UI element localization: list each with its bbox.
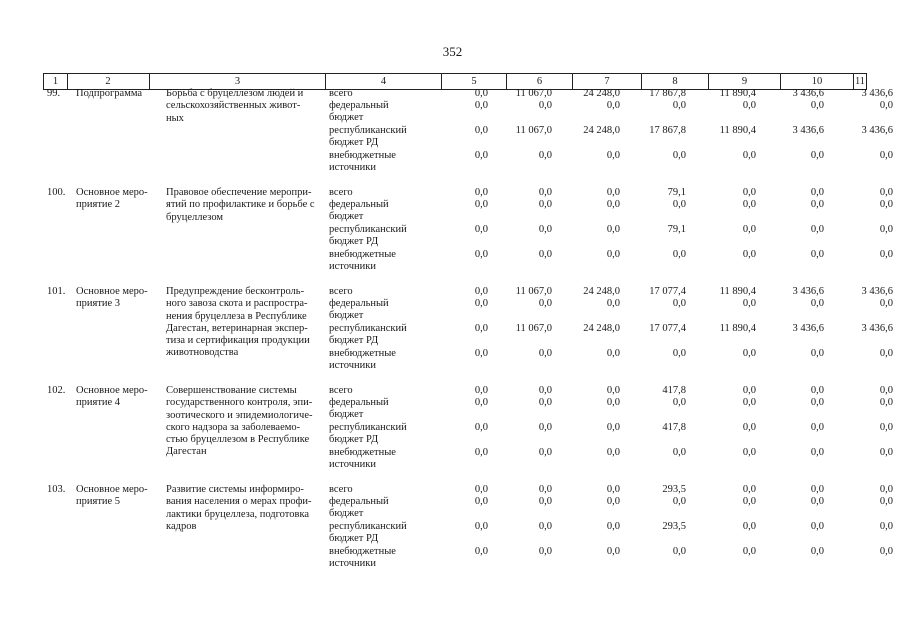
value-col-7: 24 248,0 bbox=[583, 125, 620, 136]
value-col-8: 0,0 bbox=[672, 397, 686, 408]
funding-source-line: бюджет РД bbox=[329, 137, 379, 148]
funding-line bbox=[0, 224, 905, 249]
value-col-5: 0,0 bbox=[474, 496, 488, 507]
row-number: 99. bbox=[47, 88, 61, 99]
funding-source bbox=[329, 323, 449, 347]
value-col-8: 79,1 bbox=[667, 187, 686, 198]
value-col-11: 0,0 bbox=[879, 422, 893, 433]
row-type-line: Подпрограмма bbox=[76, 88, 143, 99]
funding-source bbox=[329, 496, 449, 520]
funding-source-line: бюджет РД bbox=[329, 335, 379, 346]
row-description-line: ского надзора за заболеваемо- bbox=[166, 421, 301, 433]
funding-source-line: внебюджетные bbox=[329, 150, 396, 161]
row-description-line: Совершенствование системы bbox=[166, 385, 297, 396]
value-col-10: 0,0 bbox=[810, 385, 824, 396]
value-col-11: 0,0 bbox=[879, 150, 893, 161]
funding-source bbox=[329, 150, 449, 174]
row-description-line: ных bbox=[166, 112, 184, 124]
value-col-6: 0,0 bbox=[538, 447, 552, 458]
row-description-line: ного завоза скота и распростра- bbox=[166, 298, 308, 310]
value-col-9: 11 890,4 bbox=[719, 88, 756, 99]
funding-source-line: федеральный bbox=[329, 298, 389, 309]
value-col-8: 79,1 bbox=[667, 224, 686, 235]
funding-source-line: бюджет РД bbox=[329, 236, 379, 247]
funding-source bbox=[329, 88, 449, 100]
row-type-line: Основное меро- bbox=[76, 484, 148, 495]
value-col-6: 0,0 bbox=[538, 397, 552, 408]
value-col-8: 0,0 bbox=[672, 199, 686, 210]
funding-line bbox=[0, 496, 905, 521]
value-col-9: 0,0 bbox=[742, 348, 756, 359]
header-cell-9: 9 bbox=[709, 74, 781, 89]
value-col-8: 0,0 bbox=[672, 100, 686, 111]
row-type-line: Основное меро- bbox=[76, 286, 148, 297]
value-col-10: 0,0 bbox=[810, 150, 824, 161]
funding-source-line: федеральный bbox=[329, 496, 389, 507]
value-col-8: 17 867,8 bbox=[649, 88, 686, 99]
value-col-6: 0,0 bbox=[538, 224, 552, 235]
value-col-6: 11 067,0 bbox=[515, 286, 552, 297]
value-col-5: 0,0 bbox=[474, 125, 488, 136]
row-type-line: Основное меро- bbox=[76, 187, 148, 198]
funding-source-line: внебюджетные bbox=[329, 348, 396, 359]
row-description-line: ятий по профилактике и борьбе с bbox=[166, 199, 315, 211]
funding-source-line: бюджет РД bbox=[329, 434, 379, 445]
funding-source-line: бюджет bbox=[329, 211, 364, 222]
funding-source-line: республиканский bbox=[329, 323, 407, 334]
value-col-9: 0,0 bbox=[742, 521, 756, 532]
value-col-7: 0,0 bbox=[606, 249, 620, 260]
value-col-10: 3 436,6 bbox=[792, 125, 824, 136]
value-col-10: 0,0 bbox=[810, 546, 824, 557]
header-cell-5: 5 bbox=[442, 74, 507, 89]
value-col-9: 0,0 bbox=[742, 187, 756, 198]
value-col-8: 0,0 bbox=[672, 496, 686, 507]
funding-line bbox=[0, 546, 905, 571]
value-col-5: 0,0 bbox=[474, 521, 488, 532]
row-description-line: лактики бруцеллеза, подготовка bbox=[166, 508, 310, 520]
page-number: 352 bbox=[442, 44, 463, 59]
funding-source-line: бюджет bbox=[329, 310, 364, 321]
row-description-line: стью бруцеллезом в Республике bbox=[166, 434, 310, 446]
value-col-6: 0,0 bbox=[538, 249, 552, 260]
value-col-8: 293,5 bbox=[662, 521, 686, 532]
value-col-10: 0,0 bbox=[810, 187, 824, 198]
funding-line bbox=[0, 447, 905, 472]
value-col-8: 0,0 bbox=[672, 447, 686, 458]
value-col-7: 0,0 bbox=[606, 496, 620, 507]
row-type-line: приятие 4 bbox=[76, 397, 121, 408]
value-col-11: 3 436,6 bbox=[861, 323, 893, 334]
value-col-10: 3 436,6 bbox=[792, 286, 824, 297]
value-col-9: 0,0 bbox=[742, 484, 756, 495]
row-description-line: Дагестан bbox=[166, 446, 207, 458]
value-col-8: 417,8 bbox=[662, 385, 686, 396]
header-cell-6: 6 bbox=[507, 74, 573, 89]
row-number: 102. bbox=[47, 385, 66, 396]
funding-source-line: внебюджетные bbox=[329, 447, 396, 458]
value-col-5: 0,0 bbox=[474, 298, 488, 309]
funding-line bbox=[0, 298, 905, 323]
value-col-8: 17 077,4 bbox=[649, 323, 686, 334]
row-number: 103. bbox=[47, 484, 66, 495]
header-cell-10: 10 bbox=[781, 74, 854, 89]
value-col-10: 0,0 bbox=[810, 224, 824, 235]
value-col-11: 0,0 bbox=[879, 447, 893, 458]
value-col-8: 17 077,4 bbox=[649, 286, 686, 297]
value-col-8: 293,5 bbox=[662, 484, 686, 495]
value-col-7: 0,0 bbox=[606, 546, 620, 557]
value-col-6: 11 067,0 bbox=[515, 125, 552, 136]
value-col-6: 0,0 bbox=[538, 298, 552, 309]
value-col-8: 0,0 bbox=[672, 150, 686, 161]
value-col-11: 0,0 bbox=[879, 484, 893, 495]
row-description-line: Предупреждение бесконтроль- bbox=[166, 286, 305, 297]
row-description-line: Борьба с бруцеллезом людей и bbox=[166, 88, 304, 99]
funding-source-line: бюджет bbox=[329, 409, 364, 420]
funding-source bbox=[329, 546, 449, 570]
value-col-6: 11 067,0 bbox=[515, 88, 552, 99]
funding-source-line: республиканский bbox=[329, 521, 407, 532]
value-col-8: 0,0 bbox=[672, 249, 686, 260]
funding-line bbox=[0, 125, 905, 150]
value-col-10: 0,0 bbox=[810, 422, 824, 433]
value-col-6: 11 067,0 bbox=[515, 323, 552, 334]
value-col-11: 0,0 bbox=[879, 521, 893, 532]
funding-source-line: федеральный bbox=[329, 100, 389, 111]
value-col-7: 0,0 bbox=[606, 348, 620, 359]
value-col-11: 0,0 bbox=[879, 298, 893, 309]
value-col-10: 0,0 bbox=[810, 249, 824, 260]
value-col-5: 0,0 bbox=[474, 187, 488, 198]
funding-line bbox=[0, 348, 905, 373]
value-col-11: 0,0 bbox=[879, 199, 893, 210]
value-col-6: 0,0 bbox=[538, 385, 552, 396]
value-col-6: 0,0 bbox=[538, 496, 552, 507]
value-col-5: 0,0 bbox=[474, 286, 488, 297]
value-col-11: 3 436,6 bbox=[861, 125, 893, 136]
funding-source-line: источники bbox=[329, 558, 376, 569]
value-col-9: 11 890,4 bbox=[719, 323, 756, 334]
value-col-9: 0,0 bbox=[742, 546, 756, 557]
value-col-8: 0,0 bbox=[672, 546, 686, 557]
value-col-7: 0,0 bbox=[606, 100, 620, 111]
funding-source bbox=[329, 298, 449, 322]
value-col-7: 0,0 bbox=[606, 422, 620, 433]
value-col-11: 0,0 bbox=[879, 100, 893, 111]
funding-source bbox=[329, 224, 449, 248]
value-col-7: 0,0 bbox=[606, 199, 620, 210]
funding-source-line: источники bbox=[329, 459, 376, 470]
value-col-9: 0,0 bbox=[742, 397, 756, 408]
funding-source bbox=[329, 125, 449, 149]
funding-source-line: бюджет bbox=[329, 112, 364, 123]
header-cell-2: 2 bbox=[67, 74, 150, 89]
value-col-9: 0,0 bbox=[742, 150, 756, 161]
funding-source bbox=[329, 100, 449, 124]
row-description-line: государственного контроля, эпи- bbox=[166, 397, 313, 409]
funding-source-line: всего bbox=[329, 187, 353, 198]
row-type-line: приятие 5 bbox=[76, 496, 121, 507]
value-col-9: 0,0 bbox=[742, 447, 756, 458]
header-cell-1: 1 bbox=[43, 74, 68, 89]
header-cell-11: 11 bbox=[854, 76, 866, 87]
value-col-5: 0,0 bbox=[474, 150, 488, 161]
funding-source-line: республиканский bbox=[329, 422, 407, 433]
value-col-6: 0,0 bbox=[538, 150, 552, 161]
funding-source-line: бюджет РД bbox=[329, 533, 379, 544]
value-col-8: 417,8 bbox=[662, 422, 686, 433]
row-description-line: нения бруцеллеза в Республике bbox=[166, 310, 307, 322]
value-col-6: 0,0 bbox=[538, 348, 552, 359]
value-col-9: 0,0 bbox=[742, 496, 756, 507]
value-col-10: 3 436,6 bbox=[792, 88, 824, 99]
row-description-line: зоотического и эпидемиологиче- bbox=[166, 409, 313, 421]
funding-source-line: источники bbox=[329, 261, 376, 272]
funding-source bbox=[329, 385, 449, 397]
value-col-10: 0,0 bbox=[810, 496, 824, 507]
value-col-10: 0,0 bbox=[810, 348, 824, 359]
value-col-11: 0,0 bbox=[879, 385, 893, 396]
funding-line bbox=[0, 100, 905, 125]
value-col-5: 0,0 bbox=[474, 224, 488, 235]
value-col-11: 0,0 bbox=[879, 496, 893, 507]
row-number: 100. bbox=[47, 187, 66, 198]
value-col-7: 0,0 bbox=[606, 298, 620, 309]
value-col-6: 0,0 bbox=[538, 546, 552, 557]
funding-source-line: источники bbox=[329, 162, 376, 173]
value-col-9: 0,0 bbox=[742, 224, 756, 235]
value-col-6: 0,0 bbox=[538, 422, 552, 433]
value-col-9: 11 890,4 bbox=[719, 286, 756, 297]
value-col-11: 0,0 bbox=[879, 249, 893, 260]
funding-source bbox=[329, 521, 449, 545]
value-col-9: 0,0 bbox=[742, 298, 756, 309]
funding-source-line: федеральный bbox=[329, 397, 389, 408]
header-cell-7: 7 bbox=[573, 74, 642, 89]
funding-source bbox=[329, 397, 449, 421]
value-col-7: 0,0 bbox=[606, 385, 620, 396]
value-col-11: 3 436,6 bbox=[861, 286, 893, 297]
value-col-7: 0,0 bbox=[606, 187, 620, 198]
value-col-5: 0,0 bbox=[474, 546, 488, 557]
funding-source-line: бюджет bbox=[329, 508, 364, 519]
value-col-11: 3 436,6 bbox=[861, 88, 893, 99]
value-col-5: 0,0 bbox=[474, 100, 488, 111]
value-col-7: 24 248,0 bbox=[583, 286, 620, 297]
value-col-8: 17 867,8 bbox=[649, 125, 686, 136]
funding-source-line: всего bbox=[329, 385, 353, 396]
row-number: 101. bbox=[47, 286, 66, 297]
value-col-9: 0,0 bbox=[742, 100, 756, 111]
value-col-6: 0,0 bbox=[538, 100, 552, 111]
header-cell-3: 3 bbox=[150, 74, 326, 89]
value-col-5: 0,0 bbox=[474, 385, 488, 396]
funding-line bbox=[0, 521, 905, 546]
value-col-9: 0,0 bbox=[742, 199, 756, 210]
value-col-5: 0,0 bbox=[474, 199, 488, 210]
value-col-11: 0,0 bbox=[879, 348, 893, 359]
value-col-7: 24 248,0 bbox=[583, 88, 620, 99]
funding-source bbox=[329, 199, 449, 223]
funding-line bbox=[0, 323, 905, 348]
value-col-7: 0,0 bbox=[606, 484, 620, 495]
funding-source-line: всего bbox=[329, 88, 353, 99]
funding-source-line: республиканский bbox=[329, 224, 407, 235]
row-description-line: сельскохозяйственных живот- bbox=[166, 100, 301, 112]
funding-line bbox=[0, 199, 905, 224]
value-col-7: 0,0 bbox=[606, 150, 620, 161]
value-col-5: 0,0 bbox=[474, 88, 488, 99]
funding-source-line: всего bbox=[329, 286, 353, 297]
value-col-6: 0,0 bbox=[538, 484, 552, 495]
value-col-10: 0,0 bbox=[810, 447, 824, 458]
header-cell-4: 4 bbox=[326, 74, 442, 89]
value-col-11: 0,0 bbox=[879, 546, 893, 557]
funding-source-line: внебюджетные bbox=[329, 546, 396, 557]
funding-line bbox=[0, 397, 905, 422]
row-description-line: вания населения о мерах профи- bbox=[166, 496, 312, 508]
row-description-line: Правовое обеспечение меропри- bbox=[166, 187, 312, 198]
value-col-10: 0,0 bbox=[810, 521, 824, 532]
funding-source bbox=[329, 286, 449, 298]
value-col-10: 0,0 bbox=[810, 199, 824, 210]
funding-source bbox=[329, 348, 449, 372]
value-col-9: 0,0 bbox=[742, 422, 756, 433]
funding-source-line: источники bbox=[329, 360, 376, 371]
funding-line bbox=[0, 249, 905, 274]
value-col-10: 3 436,6 bbox=[792, 323, 824, 334]
funding-source bbox=[329, 484, 449, 496]
funding-source-line: федеральный bbox=[329, 199, 389, 210]
value-col-5: 0,0 bbox=[474, 249, 488, 260]
value-col-7: 0,0 bbox=[606, 224, 620, 235]
value-col-9: 11 890,4 bbox=[719, 125, 756, 136]
value-col-11: 0,0 bbox=[879, 397, 893, 408]
value-col-6: 0,0 bbox=[538, 187, 552, 198]
value-col-10: 0,0 bbox=[810, 100, 824, 111]
row-description-line: Развитие системы информиро- bbox=[166, 484, 304, 495]
row-description-line: тиза и сертификация продукции bbox=[166, 335, 310, 347]
value-col-5: 0,0 bbox=[474, 397, 488, 408]
row-type-line: приятие 3 bbox=[76, 298, 121, 309]
funding-line bbox=[0, 422, 905, 447]
funding-source bbox=[329, 249, 449, 273]
value-col-11: 0,0 bbox=[879, 224, 893, 235]
value-col-7: 24 248,0 bbox=[583, 323, 620, 334]
funding-source-line: республиканский bbox=[329, 125, 407, 136]
value-col-11: 0,0 bbox=[879, 187, 893, 198]
value-col-10: 0,0 bbox=[810, 397, 824, 408]
funding-source bbox=[329, 447, 449, 471]
value-col-7: 0,0 bbox=[606, 447, 620, 458]
value-col-10: 0,0 bbox=[810, 484, 824, 495]
header-cell-8: 8 bbox=[642, 74, 709, 89]
value-col-8: 0,0 bbox=[672, 348, 686, 359]
value-col-6: 0,0 bbox=[538, 199, 552, 210]
funding-source-line: внебюджетные bbox=[329, 249, 396, 260]
value-col-8: 0,0 bbox=[672, 298, 686, 309]
value-col-10: 0,0 bbox=[810, 298, 824, 309]
funding-line bbox=[0, 150, 905, 175]
row-type-line: Основное меро- bbox=[76, 385, 148, 396]
value-col-9: 0,0 bbox=[742, 249, 756, 260]
value-col-5: 0,0 bbox=[474, 447, 488, 458]
value-col-5: 0,0 bbox=[474, 484, 488, 495]
value-col-5: 0,0 bbox=[474, 422, 488, 433]
funding-source bbox=[329, 187, 449, 199]
row-description-line: бруцеллезом bbox=[166, 211, 224, 223]
row-type-line: приятие 2 bbox=[76, 199, 121, 210]
row-description-line: кадров bbox=[166, 520, 197, 532]
funding-source bbox=[329, 422, 449, 446]
value-col-7: 0,0 bbox=[606, 397, 620, 408]
row-description-line: животноводства bbox=[166, 347, 239, 359]
row-description-line: Дагестан, ветеринарная экспер- bbox=[166, 322, 308, 334]
value-col-7: 0,0 bbox=[606, 521, 620, 532]
value-col-6: 0,0 bbox=[538, 521, 552, 532]
value-col-5: 0,0 bbox=[474, 323, 488, 334]
funding-source-line: всего bbox=[329, 484, 353, 495]
value-col-9: 0,0 bbox=[742, 385, 756, 396]
value-col-5: 0,0 bbox=[474, 348, 488, 359]
